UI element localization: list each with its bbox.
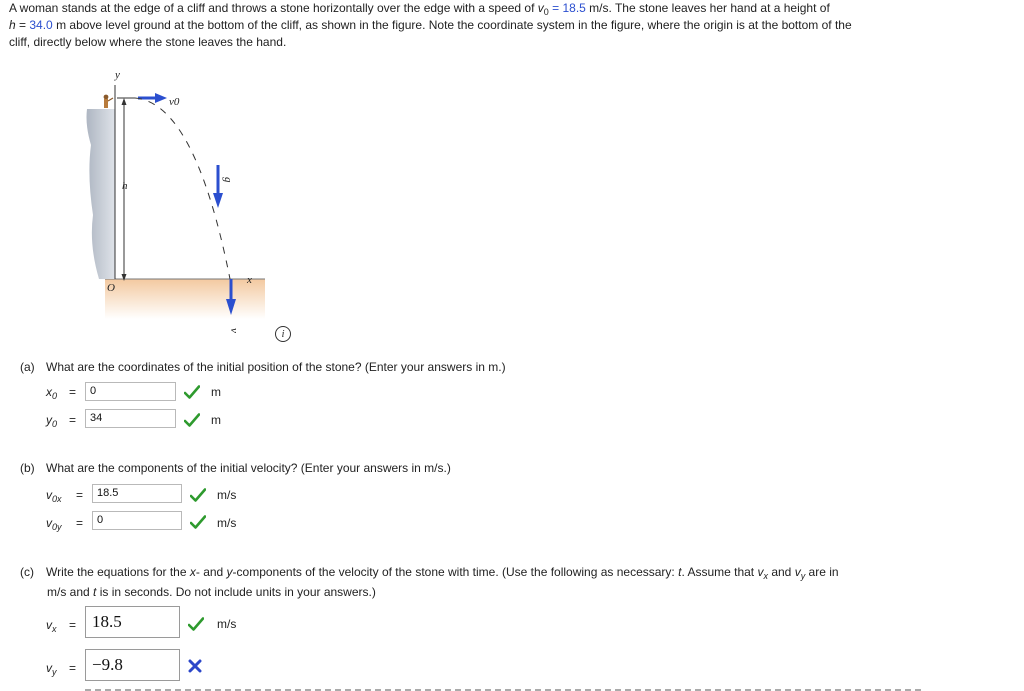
y-axis-label: y <box>115 69 120 81</box>
g-label: g <box>222 177 234 183</box>
vx-unit: m/s <box>217 617 237 631</box>
part-a-question: (a) What are the coordinates of the initial position of the stone? (Enter your answers in m.) <box>20 360 506 374</box>
vy-equals: = <box>69 661 77 675</box>
v0y-var: $v_{0y}$ <box>46 516 62 532</box>
part-c-question: (c) Write the equations for the x- and y-components of the velocity of the stone with time. (Use the following as necessary: t. Assume that $v_x$ and $v_y$ are in m/s and t is in seconds. Do not include units in your answers.) <box>20 565 839 599</box>
vx-var: $v_x$ <box>46 618 57 634</box>
v0x-var: $v_{0x}$ <box>46 488 62 504</box>
y0-equals: = <box>69 413 77 427</box>
check-icon <box>188 617 204 631</box>
height-arrow-up <box>122 98 127 105</box>
vy-var: $v_y$ <box>46 661 57 677</box>
h-label: h <box>122 180 128 192</box>
problem-line-1: A woman stands at the edge of a cliff and throws a stone horizontally over the edge with a speed of $v_0 = 18.5$ m/s. The stone leaves her hand at a height of <box>9 1 830 17</box>
incorrect-icon <box>188 659 202 673</box>
problem-line-3: cliff, directly below where the stone leaves the hand. <box>9 35 287 49</box>
x0-unit: m <box>211 385 221 399</box>
v0x-input[interactable]: 18.5 <box>92 484 182 503</box>
part-b-question: (b) What are the components of the initial velocity? (Enter your answers in m/s.) <box>20 461 451 475</box>
x0-input[interactable]: 0 <box>85 382 176 401</box>
check-icon <box>190 488 206 502</box>
x0-var: $x_0$ <box>46 385 58 401</box>
y0-unit: m <box>211 413 221 427</box>
height-value: 34.0 <box>29 18 53 32</box>
v0y-input[interactable]: 0 <box>92 511 182 530</box>
speed-value: 18.5 <box>562 1 586 15</box>
trajectory <box>135 98 230 279</box>
v-label: v <box>228 328 240 333</box>
v0y-equals: = <box>76 516 84 530</box>
v0x-equals: = <box>76 488 84 502</box>
x-axis-label: x <box>247 274 252 286</box>
info-icon[interactable]: i <box>275 326 291 342</box>
v0-label: v0 <box>169 96 180 108</box>
next-question-cutoff <box>85 683 925 691</box>
v0x-unit: m/s <box>217 488 237 502</box>
cliff-diagram <box>85 65 315 355</box>
v0-arrowhead <box>155 93 167 103</box>
vx-input[interactable]: 18.5 <box>85 606 180 638</box>
check-icon <box>184 413 200 427</box>
vy-input[interactable]: −9.8 <box>85 649 180 681</box>
woman-icon <box>104 95 113 108</box>
check-icon <box>190 515 206 529</box>
cliff-figure <box>85 65 315 355</box>
y0-var: $y_0$ <box>46 413 58 429</box>
x0-equals: = <box>69 385 77 399</box>
problem-statement <box>9 0 1014 51</box>
y0-input[interactable]: 34 <box>85 409 176 428</box>
vx-equals: = <box>69 618 77 632</box>
cliff <box>87 109 116 279</box>
origin-label: O <box>107 282 115 294</box>
ground <box>105 279 265 319</box>
v0y-unit: m/s <box>217 516 237 530</box>
g-arrowhead <box>213 193 223 208</box>
check-icon <box>184 385 200 399</box>
problem-line-2: h = 34.0 m above level ground at the bottom of the cliff, as shown in the figure. Note the coordinate system in the figure, where the origin is at the bottom of the <box>9 18 852 32</box>
